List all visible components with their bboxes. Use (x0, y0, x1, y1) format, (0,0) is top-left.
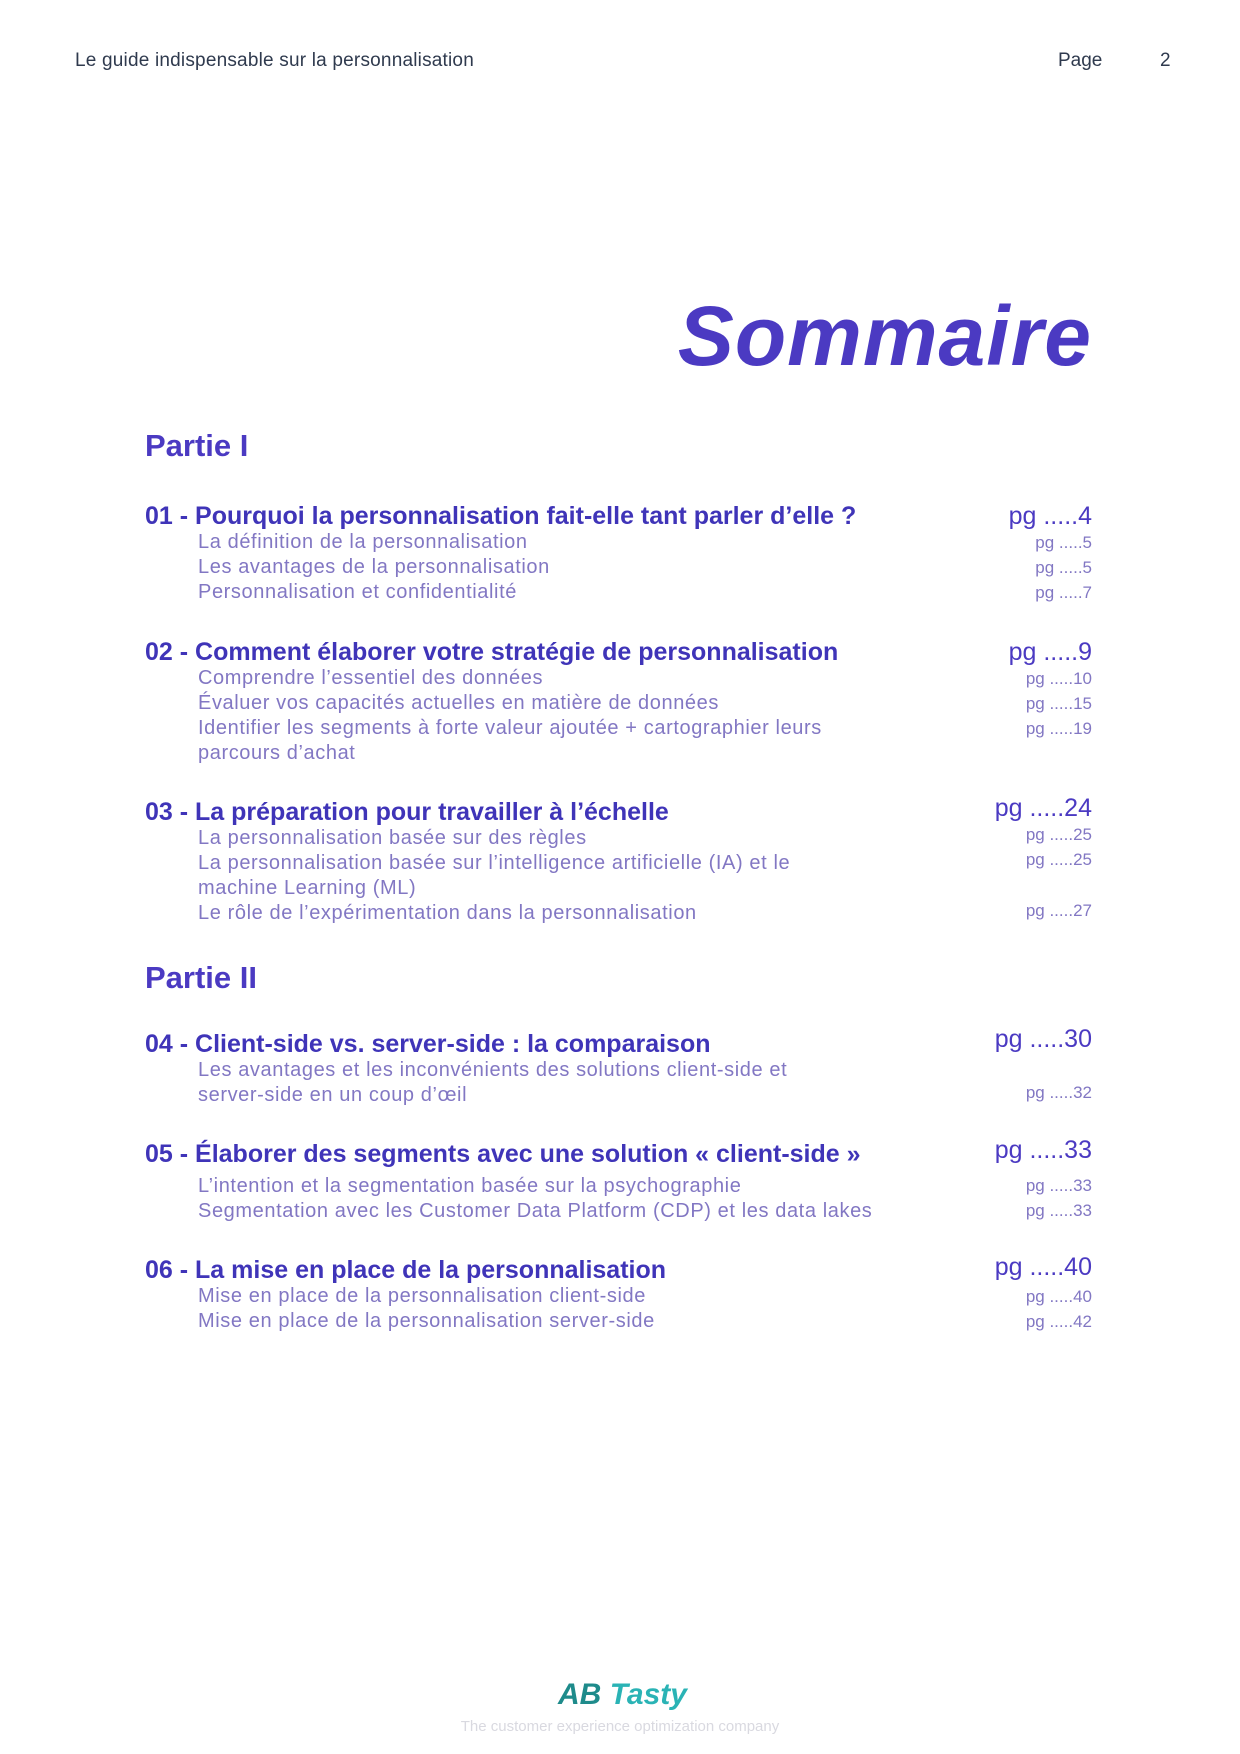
subsection-page: pg .....10 (1025, 669, 1092, 688)
subsection-item: machine Learning (ML) (198, 877, 417, 899)
footer-tagline: The customer experience optimization company (460, 1718, 780, 1735)
subsection-item: Identifier les segments à forte valeur ajoutée + cartographier leurs (198, 717, 822, 739)
subsection-page: pg .....5 (1035, 558, 1092, 577)
subsection-item: L’intention et la segmentation basée sur la psychographie (198, 1175, 742, 1197)
section-page: pg .....4 (1008, 502, 1092, 530)
section-page: pg .....33 (994, 1136, 1092, 1164)
header-doc-title: Le guide indispensable sur la personnalisation (75, 50, 474, 71)
subsection-item: Les avantages de la personnalisation (198, 556, 550, 578)
subsection-page: pg .....25 (1025, 850, 1092, 869)
subsection-page: pg .....33 (1025, 1201, 1092, 1220)
part-heading: Partie II (145, 960, 257, 995)
subsection-item: parcours d’achat (198, 742, 356, 764)
subsection-page: pg .....5 (1035, 533, 1092, 552)
section-page: pg .....40 (994, 1253, 1092, 1281)
subsection-item: Les avantages et les inconvénients des solutions client-side et (198, 1059, 788, 1081)
subsection-item: Personnalisation et confidentialité (198, 581, 517, 603)
subsection-item: Évaluer vos capacités actuelles en matière de données (198, 692, 719, 714)
section-title: 06 - La mise en place de la personnalisation (145, 1256, 667, 1284)
ab-tasty-logo (558, 1678, 687, 1712)
subsection-item: Mise en place de la personnalisation server-side (198, 1310, 655, 1332)
subsection-item: Comprendre l’essentiel des données (198, 667, 544, 689)
subsection-page: pg .....42 (1025, 1312, 1092, 1331)
subsection-item: Segmentation avec les Customer Data Platform (CDP) et les data lakes (198, 1200, 873, 1222)
header-page-label: Page (1058, 50, 1103, 71)
header-page-number: 2 (1160, 50, 1171, 71)
section-title: 05 - Élaborer des segments avec une solution « client-side » (145, 1140, 861, 1168)
subsection-page: pg .....7 (1035, 583, 1092, 602)
subsection-item: Mise en place de la personnalisation client-side (198, 1285, 646, 1307)
subsection-page: pg .....32 (1025, 1083, 1092, 1102)
subsection-item: server-side en un coup d’œil (198, 1084, 468, 1106)
logo-ab: AB (558, 1678, 602, 1711)
page-title: Sommaire (677, 289, 1092, 383)
section-title: 03 - La préparation pour travailler à l’échelle (145, 798, 669, 826)
subsection-page: pg .....25 (1025, 825, 1092, 844)
section-page: pg .....9 (1008, 638, 1092, 666)
subsection-item: La personnalisation basée sur des règles (198, 827, 587, 849)
section-title: 04 - Client-side vs. server-side : la comparaison (145, 1030, 711, 1058)
logo-tasty: Tasty (609, 1678, 687, 1711)
subsection-page: pg .....40 (1025, 1287, 1092, 1306)
subsection-item: Le rôle de l’expérimentation dans la personnalisation (198, 902, 697, 924)
section-page: pg .....24 (994, 794, 1092, 822)
subsection-page: pg .....15 (1025, 694, 1092, 713)
section-page: pg .....30 (994, 1025, 1092, 1053)
subsection-item: La définition de la personnalisation (198, 531, 528, 553)
section-title: 02 - Comment élaborer votre stratégie de personnalisation (145, 638, 839, 666)
subsection-page: pg .....19 (1025, 719, 1092, 738)
part-heading: Partie I (145, 428, 249, 463)
section-title: 01 - Pourquoi la personnalisation fait-elle tant parler d’elle ? (145, 502, 857, 530)
subsection-page: pg .....27 (1025, 901, 1092, 920)
subsection-page: pg .....33 (1025, 1176, 1092, 1195)
subsection-item: La personnalisation basée sur l’intelligence artificielle (IA) et le (198, 852, 791, 874)
